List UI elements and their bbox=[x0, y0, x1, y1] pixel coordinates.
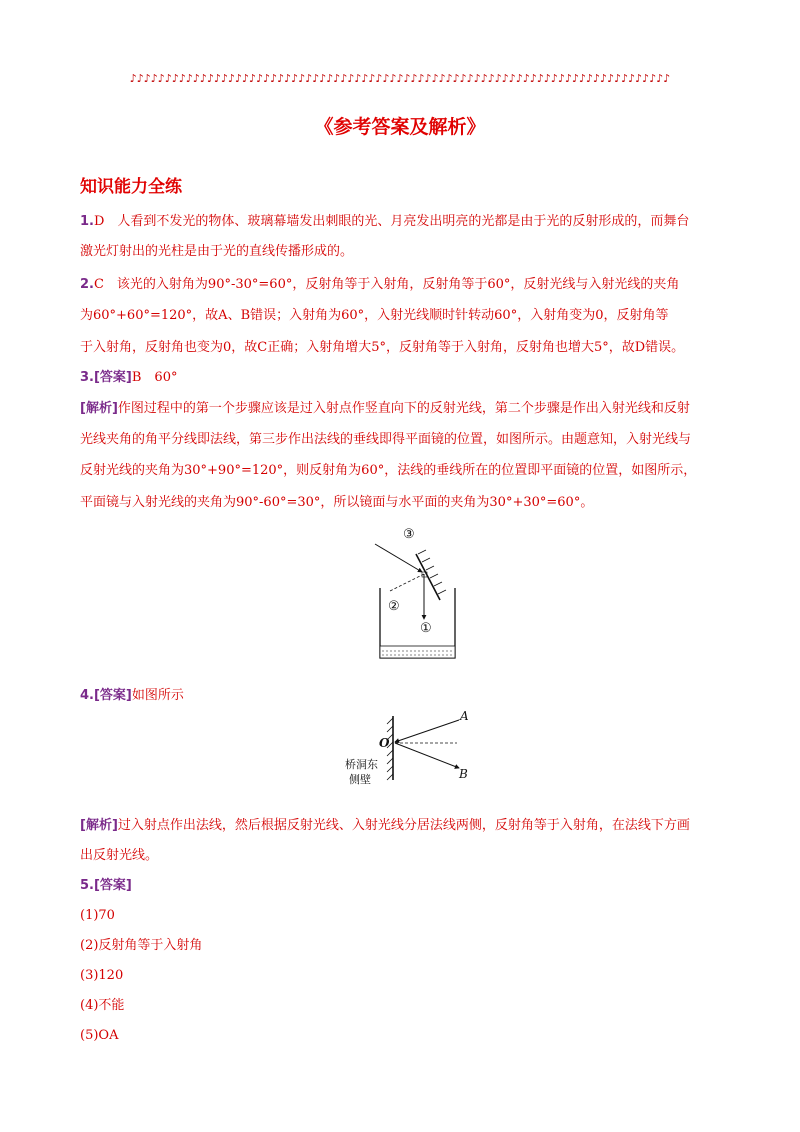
q4-analysis-line-1 bbox=[80, 816, 690, 836]
q3-analysis-line-2: 光线夹角的角平分线即法线，第三步作出法线的垂线即得平面镜的位置，如图所示。由题意知，入射光线与 bbox=[80, 432, 692, 447]
page-title: 《参考答案及解析》 bbox=[314, 116, 486, 138]
label-b: B bbox=[459, 767, 468, 781]
q5-item-1: (1)70 bbox=[80, 908, 115, 923]
section-heading: 知识能力全练 bbox=[80, 177, 182, 197]
q2-line-3: 于入射角，反射角也变为0，故C正确；入射角增大5°，反射角等于入射角，反射角也增大5°，故D错误。 bbox=[80, 340, 685, 355]
label-a: A bbox=[460, 709, 469, 723]
q1-number: 1. bbox=[80, 214, 94, 229]
q3-analysis-line-3: 反射光线的夹角为30°+90°=120°，则反射角为60°，法线的垂线所在的位置即平面镜的位置，如图所示， bbox=[80, 463, 697, 478]
music-note-divider: ♪♪♪♪♪♪♪♪♪♪♪♪♪♪♪♪♪♪♪♪♪♪♪♪♪♪♪♪♪♪♪♪♪♪♪♪♪♪♪♪♪♪♪♪♪♪♪♪♪♪♪♪♪♪♪♪♪♪♪♪♪♪♪♪♪♪♪♪♪♪♪♪♪♪♪♪♪ bbox=[129, 72, 671, 85]
q1-line-2: 激光灯射出的光柱是由于光的直线传播形成的。 bbox=[80, 244, 354, 259]
q4-number: 4. bbox=[80, 688, 94, 703]
q3-analysis-line-1 bbox=[80, 399, 690, 419]
label-wall-1: 桥洞东 bbox=[345, 758, 378, 771]
q4-answer: 如图所示 bbox=[131, 688, 184, 703]
q4-analysis-text-1: 过入射点作出法线，然后根据反射光线、入射光线分居法线两侧，反射角等于入射角，在法线下方画 bbox=[117, 818, 690, 833]
q3-mirror-figure bbox=[360, 524, 460, 664]
q4-answer-tag: [答案] bbox=[93, 688, 132, 703]
q1-text-1: D 人看到不发光的物体、玻璃幕墙发出刺眼的光、月亮发出明亮的光都是由于光的反射形成的，而舞台 bbox=[93, 214, 690, 229]
q5-item-5: (5)OA bbox=[80, 1028, 119, 1043]
q1-line-1 bbox=[80, 212, 689, 232]
q5-answer-tag: [答案] bbox=[93, 878, 132, 893]
q3-analysis-tag: [解析] bbox=[80, 401, 118, 416]
q4-analysis-tag: [解析] bbox=[80, 818, 118, 833]
label-step3: ③ bbox=[403, 527, 415, 542]
q3-answer: B 60° bbox=[131, 370, 178, 385]
q3-analysis-text-1: 作图过程中的第一个步骤应该是过入射点作竖直向下的反射光线，第二个步骤是作出入射光线和反射 bbox=[117, 401, 690, 416]
q4-answer-line bbox=[80, 686, 184, 706]
q5-item-2: (2)反射角等于入射角 bbox=[80, 938, 203, 953]
incident-ray bbox=[375, 544, 422, 572]
q5-item-4: (4)不能 bbox=[80, 998, 125, 1013]
q3-number: 3. bbox=[80, 370, 94, 385]
reflected-ray-b bbox=[395, 743, 459, 768]
q2-number: 2. bbox=[80, 277, 94, 292]
label-wall-2: 侧壁 bbox=[349, 773, 371, 786]
q5-item-3: (3)120 bbox=[80, 968, 124, 983]
q3-answer-line bbox=[80, 368, 177, 388]
q3-analysis-line-4: 平面镜与入射光线的夹角为90°-60°=30°，所以镜面与水平面的夹角为30°+30°=60°。 bbox=[80, 495, 594, 510]
label-step2: ② bbox=[388, 599, 400, 614]
q2-line-2: 为60°+60°=120°，故A、B错误；入射角为60°，入射光线顺时针转动60°，入射角变为0，反射角等 bbox=[80, 308, 669, 323]
plane-mirror bbox=[416, 554, 440, 600]
q4-bridge-figure bbox=[335, 708, 475, 798]
normal-line bbox=[390, 574, 424, 591]
q5-number: 5. bbox=[80, 878, 94, 893]
beaker-liquid bbox=[380, 646, 455, 658]
q5-answer-line bbox=[80, 876, 132, 896]
label-step1: ① bbox=[420, 621, 432, 636]
q3-answer-tag: [答案] bbox=[93, 370, 132, 385]
incident-ray-a bbox=[395, 720, 459, 742]
q2-line-1 bbox=[80, 275, 679, 295]
label-o: O bbox=[379, 736, 390, 750]
q4-analysis-line-2: 出反射光线。 bbox=[80, 848, 159, 863]
q2-text-1: C 该光的入射角为90°-30°=60°，反射角等于入射角，反射角等于60°，反射光线与入射光线的夹角 bbox=[93, 277, 680, 292]
